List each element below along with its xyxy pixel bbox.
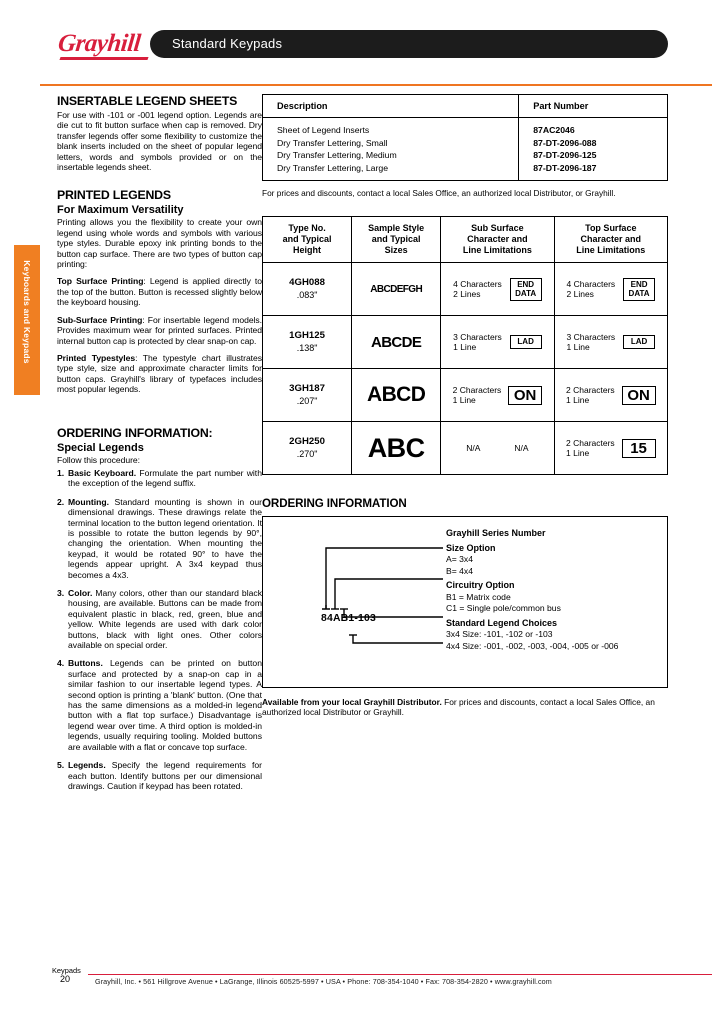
typestyle-row bbox=[263, 369, 668, 422]
typestyle-sample-cell bbox=[352, 369, 441, 422]
ordering-step-text: Many colors, other than our standard black housing, are available. Buttons can be made from equivalent plastic in black, red, green, blue and yellow. White legends are used with dark color buttons, black with light ones. Other colors available on special order. bbox=[68, 588, 262, 651]
typestyle-sub-surface-cell bbox=[441, 263, 554, 316]
limit-wrapper bbox=[443, 385, 551, 406]
footer-rule bbox=[88, 974, 712, 975]
parts-description-cell: Dry Transfer Lettering, Large bbox=[277, 162, 389, 173]
keycap-legend-line: DATA bbox=[515, 289, 537, 299]
ordering-option-line: 3x4 Size: -101, -102 or -103 bbox=[446, 629, 553, 640]
ordering-option-line: 4x4 Size: -001, -002, -003, -004, -005 or -006 bbox=[446, 640, 619, 651]
printed-typestyles-para bbox=[57, 353, 262, 395]
keycap-legend-line: DATA bbox=[628, 289, 650, 299]
typestyle-type-cell bbox=[263, 263, 352, 316]
ordering-info-diagram bbox=[262, 516, 668, 688]
typestyle-type-cell bbox=[263, 316, 352, 369]
typestyle-header-line: Character and bbox=[580, 234, 642, 245]
typestyle-sample-text: ABCDE bbox=[370, 333, 422, 351]
limit-wrapper bbox=[443, 278, 551, 301]
ordering-step-label: Buttons. bbox=[68, 658, 103, 669]
typestyle-sample-text: ABCDEFGH bbox=[370, 283, 423, 295]
limit-text bbox=[453, 385, 502, 406]
ordering-option-group bbox=[446, 617, 661, 653]
limit-wrapper bbox=[557, 385, 665, 406]
typestyle-height: .270" bbox=[296, 449, 318, 460]
printed-typestyles-text: : The typestyle chart illustrates type style, size and approximate character limits for button caps. Grayhill's library of typefaces includes most popular legends. bbox=[57, 352, 262, 395]
limit-characters: 4 Characters bbox=[453, 278, 502, 289]
parts-number-cell: 87-DT-2096-125 bbox=[519, 149, 668, 161]
keycap-legend-line: LAD bbox=[630, 337, 648, 347]
ordering-steps-list bbox=[57, 468, 262, 791]
typestyle-header-line: and Typical bbox=[371, 234, 421, 245]
keycap-legend-line: LAD bbox=[517, 337, 534, 347]
typestyle-sample-cell bbox=[352, 316, 441, 369]
typestyle-header-line: Sub Surface bbox=[471, 223, 524, 234]
ordering-option-heading: Size Option bbox=[446, 542, 496, 553]
printed-legends-subheading: For Maximum Versatility bbox=[57, 204, 184, 217]
keycap-legend-line: END bbox=[517, 279, 535, 289]
availability-bold: Available from your local Grayhill Distributor. bbox=[262, 697, 442, 708]
typestyle-type-cell bbox=[263, 422, 352, 475]
keycap-sample-sub-surface: N/A bbox=[514, 443, 529, 454]
ordering-step-number: 2. bbox=[57, 496, 65, 507]
insertable-heading: INSERTABLE LEGEND SHEETS bbox=[57, 94, 238, 108]
typestyle-type-cell bbox=[263, 369, 352, 422]
limit-lines: 2 Lines bbox=[453, 289, 481, 300]
typestyle-top-surface-cell bbox=[554, 316, 667, 369]
limit-wrapper bbox=[557, 278, 665, 301]
typestyle-top-surface-cell bbox=[554, 369, 667, 422]
ordering-step-label: Color. bbox=[68, 588, 93, 598]
parts-description-cell: Dry Transfer Lettering, Small bbox=[277, 137, 388, 148]
keycap-legend-line: ON bbox=[513, 386, 537, 404]
top-surface-printing-text: : Legend is applied directly to the top of the button. Button is recessed slightly below the keyboard housing. bbox=[57, 276, 262, 308]
keycap-sample-sub-surface bbox=[508, 386, 542, 405]
ordering-special-heading: ORDERING INFORMATION: bbox=[57, 425, 213, 440]
page-title: Standard Keypads bbox=[172, 36, 283, 51]
parts-number-cell: 87-DT-2096-187 bbox=[519, 162, 668, 181]
limit-text bbox=[567, 279, 616, 300]
footer-section: Keypads bbox=[52, 966, 81, 975]
parts-number-cell: 87-DT-2096-088 bbox=[519, 137, 668, 149]
typestyle-sample-text: ABCD bbox=[367, 383, 426, 407]
availability-note bbox=[262, 697, 668, 718]
limit-wrapper bbox=[443, 332, 551, 353]
footer-address: Grayhill, Inc. • 561 Hillgrove Avenue • LaGrange, Illinois 60525-5997 • USA • Phone: 708-354-1040 • Fax: 708-354-2820 • www.grayhill.com bbox=[95, 977, 552, 986]
ordering-special-subheading: Special Legends bbox=[57, 441, 144, 454]
ordering-option-heading: Standard Legend Choices bbox=[446, 617, 558, 628]
typestyle-sub-surface-cell bbox=[441, 369, 554, 422]
left-column bbox=[57, 94, 262, 799]
page-footer bbox=[0, 966, 720, 1012]
typestyle-header-row bbox=[263, 217, 668, 263]
ordering-step-label: Legends. bbox=[68, 760, 106, 771]
limit-lines: 2 Lines bbox=[566, 289, 594, 300]
ordering-step bbox=[57, 497, 262, 580]
ordering-info-title: ORDERING INFORMATION bbox=[262, 497, 407, 511]
right-column bbox=[262, 94, 668, 726]
typestyle-header-line: Line Limitations bbox=[462, 245, 532, 256]
sub-surface-printing-para bbox=[57, 315, 262, 346]
typestyle-header-line: Line Limitations bbox=[576, 245, 646, 256]
typestyle-top-surface-cell bbox=[554, 263, 667, 316]
ordering-step-text: Legends can be printed on button surface and protected by a snap-on cap in a similar fashion to our insertable legend types. A second option is printing a 'blank' button. (One that has the same dimensions as a molded-in legend button with a flat top surface.) Disadvantage is legend wear over time. A third option is molded-in legends, usually requiring tooling. Molded buttons are available with a flat or concave top surface. bbox=[68, 658, 262, 752]
limit-characters: 3 Characters bbox=[566, 331, 616, 342]
printed-typestyles-label: Printed Typestyles bbox=[57, 352, 136, 363]
keycap-sample-sub-surface bbox=[510, 278, 542, 301]
typestyle-height: .083" bbox=[296, 290, 318, 301]
parts-table-header-cell: Description bbox=[263, 95, 519, 118]
keycap-sample-top-surface bbox=[623, 278, 655, 301]
keycap-sample-sub-surface bbox=[510, 335, 542, 349]
printed-legends-p1: Printing allows you the flexibility to create your own legend using whole words and symbols with various type styles. Durable epoxy ink printing bonds to the button cap surface. There are two types of button cap printing: bbox=[57, 217, 262, 270]
ordering-step bbox=[57, 760, 262, 791]
limit-characters: 2 Characters bbox=[452, 384, 502, 395]
ordering-step-text: Specify the legend requirements for each button. Identify buttons per our dimensional drawings. Caution if keypad has been rotated. bbox=[68, 760, 262, 791]
typestyle-type-no: 3GH187 bbox=[289, 383, 325, 395]
printed-legends-heading: PRINTED LEGENDS bbox=[57, 188, 171, 203]
typestyle-header-cell bbox=[441, 217, 554, 263]
ordering-option-heading: Grayhill Series Number bbox=[446, 528, 546, 539]
parts-table bbox=[262, 94, 668, 181]
parts-table-header-row bbox=[263, 95, 668, 118]
typestyle-row bbox=[263, 263, 668, 316]
typestyle-header-line: Type No. bbox=[288, 223, 326, 234]
table-row bbox=[263, 118, 668, 137]
keycap-sample-top-surface bbox=[623, 335, 655, 349]
ordering-step bbox=[57, 468, 262, 489]
limit-text bbox=[566, 385, 615, 406]
typestyle-header-cell bbox=[352, 217, 441, 263]
limit-characters: 4 Characters bbox=[566, 278, 616, 289]
limit-characters: N/A bbox=[466, 442, 481, 453]
ordering-step-label: Basic Keyboard. bbox=[68, 467, 137, 478]
table-row bbox=[263, 162, 668, 181]
ordering-intro: Follow this procedure: bbox=[57, 454, 140, 465]
sub-surface-printing-label: Sub-Surface Printing bbox=[57, 314, 143, 325]
keycap-legend-line: ON bbox=[627, 386, 650, 404]
parts-description-cell: Sheet of Legend Inserts bbox=[277, 125, 370, 136]
typestyle-header-line: Top Surface bbox=[585, 223, 637, 234]
typestyle-sub-surface-cell bbox=[441, 422, 554, 475]
footer-page-number: 20 bbox=[60, 974, 71, 984]
grayhill-logo: Grayhill bbox=[56, 30, 142, 57]
limit-characters: 2 Characters bbox=[566, 384, 615, 395]
table-row bbox=[263, 137, 668, 149]
typestyle-sub-surface-cell bbox=[441, 316, 554, 369]
limit-text bbox=[566, 438, 615, 459]
ordering-step bbox=[57, 588, 262, 650]
sub-surface-printing-text: : For insertable legend models. Provides maximum wear for printed surfaces. Printed internal button cap is protected by clear snap-on cap. bbox=[57, 314, 262, 346]
limit-characters: 2 Characters bbox=[566, 437, 615, 448]
limit-lines: 1 Line bbox=[452, 395, 476, 406]
keycap-legend-line: 15 bbox=[630, 439, 647, 457]
ordering-option-group bbox=[446, 542, 661, 578]
limit-text bbox=[453, 279, 502, 300]
limit-lines: 1 Line bbox=[566, 448, 590, 459]
typestyle-row bbox=[263, 422, 668, 475]
ordering-option-line: C1 = Single pole/common bus bbox=[446, 603, 561, 614]
typestyle-row bbox=[263, 316, 668, 369]
limit-text bbox=[453, 332, 502, 353]
typestyle-type-no: 4GH088 bbox=[289, 277, 325, 289]
parts-description-cell: Dry Transfer Lettering, Medium bbox=[277, 150, 397, 161]
parts-table-header-cell: Part Number bbox=[519, 95, 668, 118]
typestyle-header-line: and Typical bbox=[282, 234, 332, 245]
typestyle-sample-cell bbox=[352, 422, 441, 475]
typestyle-header-cell bbox=[554, 217, 667, 263]
keycap-sample-top-surface bbox=[622, 439, 656, 458]
limit-lines: 1 Line bbox=[566, 342, 590, 353]
ordering-step-number: 5. bbox=[57, 760, 65, 771]
limit-wrapper bbox=[557, 438, 665, 459]
typestyle-height: .207" bbox=[296, 396, 318, 407]
typestyle-type-no: 1GH125 bbox=[289, 330, 325, 342]
ordering-option-group bbox=[446, 579, 661, 615]
section-tab-label: Keyboards and Keypads bbox=[22, 260, 32, 364]
parts-number-cell: 87AC2046 bbox=[519, 118, 668, 137]
ordering-step-number: 3. bbox=[57, 588, 65, 598]
section-tab-keyboards-and-keypads bbox=[14, 245, 40, 395]
ordering-option-group bbox=[446, 527, 661, 540]
limit-wrapper bbox=[443, 443, 551, 454]
ordering-step-label: Mounting. bbox=[68, 496, 110, 507]
keycap-legend-line: END bbox=[630, 279, 648, 289]
typestyle-height: .138" bbox=[296, 343, 318, 354]
typestyle-top-surface-cell bbox=[554, 422, 667, 475]
limit-lines: 1 Line bbox=[566, 395, 590, 406]
ordering-step bbox=[57, 658, 262, 752]
logo-underline bbox=[59, 57, 148, 60]
limit-wrapper bbox=[557, 332, 665, 353]
limit-characters: 3 Characters bbox=[453, 331, 502, 342]
keycap-sample-top-surface bbox=[622, 386, 656, 405]
parts-table-note: For prices and discounts, contact a local Sales Office, an authorized local Distributor, or Grayhill. bbox=[262, 188, 616, 199]
ordering-step-text: Standard mounting is shown in our dimensional drawings. These drawings relate the terminal location to the button legend orientation. It is possible to rotate the button legends by 90°, changing the orientation. When mounting the keypad, it would be rotated 90° to have the legends appear upright. A 3x4 keypad thus becomes a 4x3. bbox=[68, 496, 262, 580]
ordering-option-heading: Circuitry Option bbox=[446, 580, 515, 591]
top-surface-printing-para bbox=[57, 276, 262, 307]
typestyle-type-no: 2GH250 bbox=[289, 436, 325, 448]
ordering-option-line: B= 4x4 bbox=[446, 565, 473, 576]
typestyle-header-line: Sizes bbox=[384, 245, 408, 256]
typestyle-header-cell bbox=[263, 217, 352, 263]
top-surface-printing-label: Top Surface Printing bbox=[57, 276, 144, 287]
ordering-step-number: 4. bbox=[57, 658, 65, 669]
page-header bbox=[0, 0, 720, 80]
ordering-step-number: 1. bbox=[57, 467, 65, 478]
table-row bbox=[263, 149, 668, 161]
typestyle-sample-text: ABC bbox=[367, 432, 425, 463]
limit-text bbox=[567, 332, 616, 353]
header-rule bbox=[40, 84, 712, 86]
limit-text bbox=[466, 443, 480, 454]
typestyle-header-line: Character and bbox=[467, 234, 528, 245]
ordering-info-labels bbox=[446, 527, 661, 654]
typestyle-header-line: Sample Style bbox=[368, 223, 425, 234]
ordering-option-line: B1 = Matrix code bbox=[446, 591, 511, 602]
ordering-part-number: 84AB1-103 bbox=[321, 613, 376, 625]
typestyle-sample-cell bbox=[352, 263, 441, 316]
ordering-step-text: Formulate the part number with the exception of the legend suffix. bbox=[68, 467, 262, 489]
limit-lines: 1 Line bbox=[453, 342, 477, 353]
typestyle-chart bbox=[262, 216, 668, 475]
typestyle-header-line: Height bbox=[293, 245, 322, 256]
ordering-option-line: A= 3x4 bbox=[446, 554, 473, 565]
availability-text: For prices and discounts, contact a local Sales Office, an authorized local Distributor or Grayhill. bbox=[262, 697, 655, 718]
insertable-body: For use with -101 or -001 legend option. Legends are die cut to fit button surface when cap is removed. Dry transfer legends offer some flexibility to customize the blank inserts included on the sheet of popular legend letters, words and symbols provided or on the insertable legends sheet. bbox=[57, 110, 262, 173]
